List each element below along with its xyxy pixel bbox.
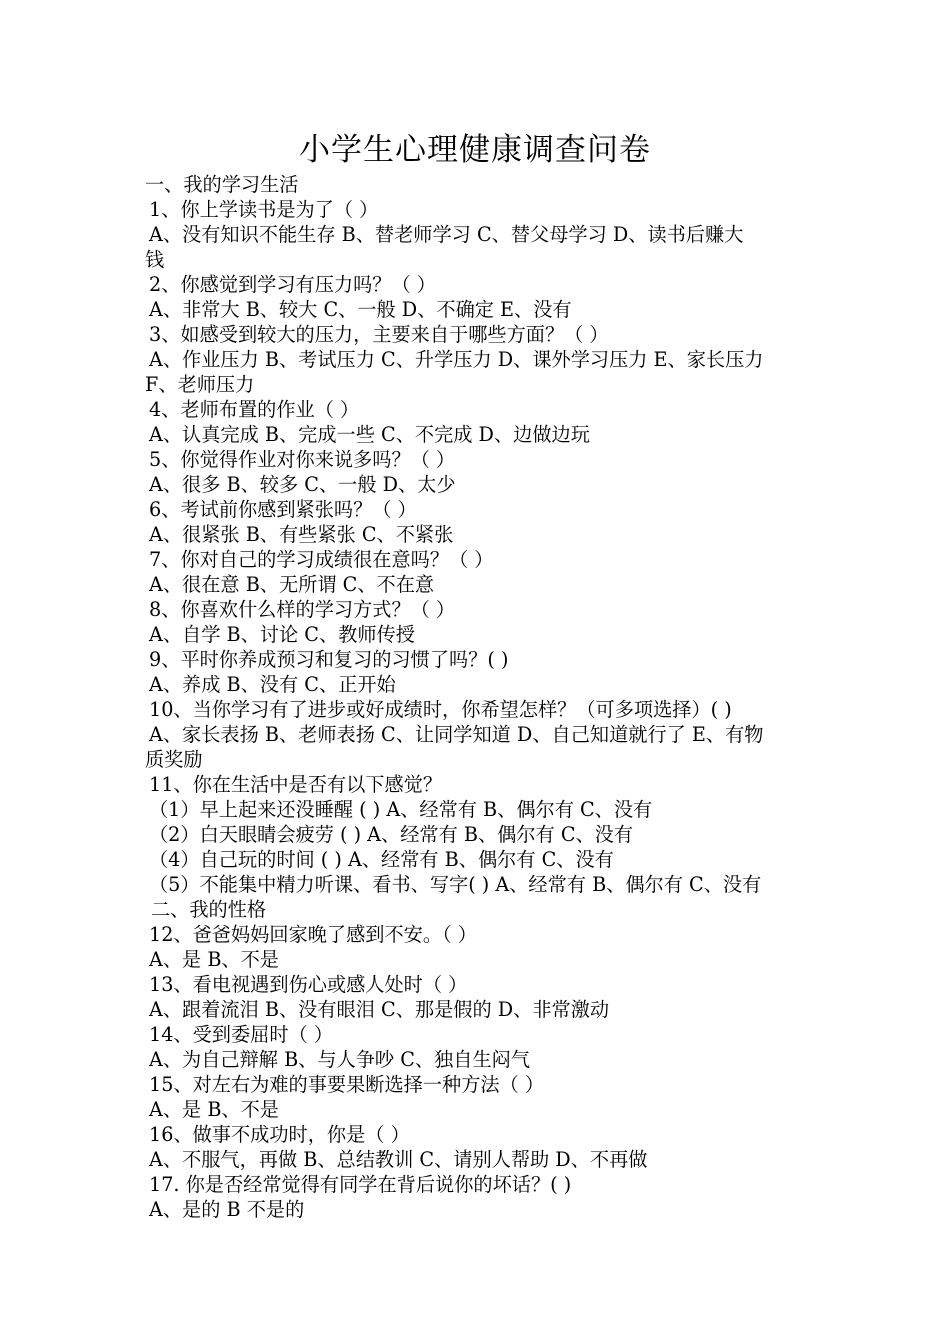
answer-options-line: A、很在意 B、无所谓 C、不在意 (149, 573, 435, 596)
document-title: 小学生心理健康调查问卷 (299, 132, 651, 168)
question-line: 15、对左右为难的事要果断选择一种方法（ ） (149, 1073, 545, 1096)
answer-options-line: A、自学 B、讨论 C、教师传授 (149, 623, 415, 646)
question-line: 16、做事不成功时，你是（ ） (149, 1123, 410, 1146)
question-line: 1、你上学读书是为了（ ） (149, 198, 379, 221)
answer-options-continuation: 钱 (145, 248, 165, 271)
answer-options-line: A、家长表扬 B、老师表扬 C、让同学知道 D、自己知道就行了 E、有物 (149, 723, 764, 746)
answer-options-line: A、是 B、不是 (149, 948, 279, 971)
question-line: 7、你对自己的学习成绩很在意吗？（ ） (149, 548, 494, 571)
answer-options-line: A、为自己辩解 B、与人争吵 C、独自生闷气 (149, 1048, 531, 1071)
section-heading-study-life: 一、我的学习生活 (145, 173, 299, 196)
answer-options-line: A、养成 B、没有 C、正开始 (149, 673, 396, 696)
question-line: 3、如感受到较大的压力，主要来自于哪些方面？（ ） (149, 323, 609, 346)
answer-options-continuation: 质奖励 (145, 748, 203, 771)
sub-question-line: （5）不能集中精力听课、看书、写字( ) A、经常有 B、偶尔有 C、没有 (149, 873, 762, 896)
question-line: 6、考试前你感到紧张吗？（ ） (149, 498, 417, 521)
section-heading-personality: 二、我的性格 (151, 898, 267, 921)
question-line: 10、当你学习有了进步或好成绩时，你希望怎样？（可多项选择）( ) (149, 698, 732, 721)
question-line: 12、爸爸妈妈回家晚了感到不安。（ ） (149, 923, 477, 946)
question-line: 11、你在生活中是否有以下感觉？ (149, 773, 443, 796)
questionnaire-body (145, 172, 810, 1222)
answer-options-line: A、是的 B 不是的 (149, 1198, 305, 1221)
answer-options-line: A、很多 B、较多 C、一般 D、太少 (149, 473, 456, 496)
answer-options-line: A、不服气，再做 B、总结教训 C、请别人帮助 D、不再做 (149, 1148, 648, 1171)
question-line: 2、你感觉到学习有压力吗？（ ） (149, 273, 436, 296)
answer-options-continuation: F、老师压力 (145, 373, 255, 396)
sub-question-line: （2）白天眼睛会疲劳 ( ) A、经常有 B、偶尔有 C、没有 (149, 823, 634, 846)
answer-options-line: A、很紧张 B、有些紧张 C、不紧张 (149, 523, 454, 546)
sub-question-line: （4）自己玩的时间 ( ) A、经常有 B、偶尔有 C、没有 (149, 848, 614, 871)
question-line: 9、平时你养成预习和复习的习惯了吗？( ) (149, 648, 509, 671)
answer-options-line: A、认真完成 B、完成一些 C、不完成 D、边做边玩 (149, 423, 590, 446)
question-line: 5、你觉得作业对你来说多吗？（ ） (149, 448, 456, 471)
sub-question-line: （1）早上起来还没睡醒 ( ) A、经常有 B、偶尔有 C、没有 (149, 798, 653, 821)
answer-options-line: A、作业压力 B、考试压力 C、升学压力 D、课外学习压力 E、家长压力 (149, 348, 764, 371)
answer-options-line: A、是 B、不是 (149, 1098, 279, 1121)
answer-options-line: A、跟着流泪 B、没有眼泪 C、那是假的 D、非常激动 (149, 998, 610, 1021)
answer-options-line: A、非常大 B、较大 C、一般 D、不确定 E、没有 (149, 298, 572, 321)
question-line: 13、看电视遇到伤心或感人处时（ ） (149, 973, 468, 996)
question-line: 4、老师布置的作业（ ） (149, 398, 360, 421)
question-line: 14、受到委屈时（ ） (149, 1023, 334, 1046)
answer-options-line: A、没有知识不能生存 B、替老师学习 C、替父母学习 D、读书后赚大 (149, 223, 744, 246)
question-line: 17. 你是否经常觉得有同学在背后说你的坏话？( ) (149, 1173, 572, 1196)
question-line: 8、你喜欢什么样的学习方式？（ ） (149, 598, 456, 621)
